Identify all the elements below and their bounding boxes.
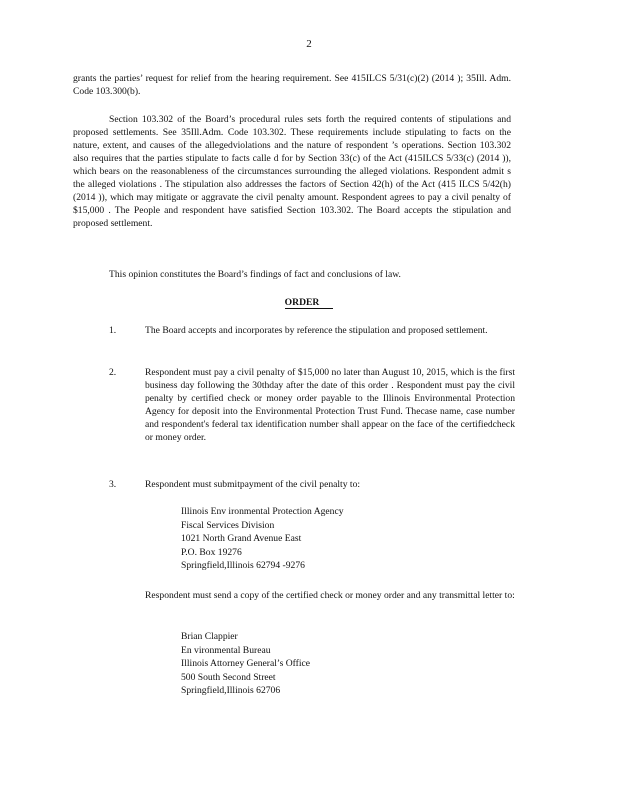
continuation-text: grants the parties’ request for relief from the hearing requirement. See 415ILCS 5/31(c)(2) (2014 ); 35Ill. Adm. Code 103.300(b). xyxy=(73,73,511,97)
address-line: Springfield,Illinois 62706 xyxy=(181,685,281,696)
page-number: 2 xyxy=(306,38,312,50)
item-2-number: 2. xyxy=(109,367,117,378)
item-1-text: The Board accepts and incorporates by reference the stipulation and proposed settlement. xyxy=(145,325,488,336)
order-heading xyxy=(0,297,618,308)
address-line: 1021 North Grand Avenue East xyxy=(181,533,302,544)
procedural-rules-paragraph xyxy=(73,113,511,230)
item-2-text: Respondent must pay a civil penalty of $15,000 no later than August 10, 2015, which is the first business day following the 30thday after the date of this order . Respondent must pay the civil penalty by certified check or money order payable to the Illinois Environmental Protection Agency for deposit into the Environmental Protection Trust Fund. Thecase name, case number and respondent's federal tax identification number shall appear on the face of the certifiedcheck or money order. xyxy=(145,367,515,443)
address-line: En vironmental Bureau xyxy=(181,644,271,656)
findings-paragraph xyxy=(109,268,529,281)
copy-address xyxy=(181,630,310,698)
address-line: Brian Clappier xyxy=(181,631,238,642)
order-heading-text: ORDER xyxy=(285,297,334,309)
address-line: Springfield,Illinois 62794 -9276 xyxy=(181,560,305,571)
continuation-paragraph xyxy=(73,72,511,98)
address-line: 500 South Second Street xyxy=(181,671,276,683)
item-1-number: 1. xyxy=(109,325,117,336)
address-line: P.O. Box 19276 xyxy=(181,546,242,558)
item-3-number: 3. xyxy=(109,479,117,490)
payment-address xyxy=(181,505,344,573)
findings-text: This opinion constitutes the Board’s findings of fact and conclusions of law. xyxy=(109,269,401,280)
address-line: Illinois Env ironmental Protection Agency xyxy=(181,506,344,517)
procedural-rules-text: Section 103.302 of the Board’s procedural rules sets forth the required contents of stipulations and proposed settlements. See 35Ill.Adm. Code 103.302. These requirements include stipulating to facts on the nature, extent, and causes of the allegedviolations and the nature of respondent ’s operations. Section 103.302 also requires that the parties stipulate to facts calle d for by Section 33(c) of the Act (415ILCS 5/33(c) (2014 )), which bears on the reasonableness of the circumstances surrounding the alleged violations. Respondent admit s the alleged violations . The stipulation also addresses the factors of Section 42(h) of the Act (415 ILCS 5/42(h) (2014 )), which may mitigate or aggravate the civil penalty amount. Respondent agrees to pay a civil penalty of $15,000 . The People and respondent have satisfied Section 103.302. The Board accepts the stipulation and proposed settlement. xyxy=(73,114,511,229)
item-3-text: Respondent must submitpayment of the civil penalty to: xyxy=(145,479,361,490)
copy-instruction: Respondent must send a copy of the certified check or money order and any transmittal letter to: xyxy=(145,590,515,601)
address-line: Illinois Attorney General’s Office xyxy=(181,658,311,669)
address-line: Fiscal Services Division xyxy=(181,519,275,531)
